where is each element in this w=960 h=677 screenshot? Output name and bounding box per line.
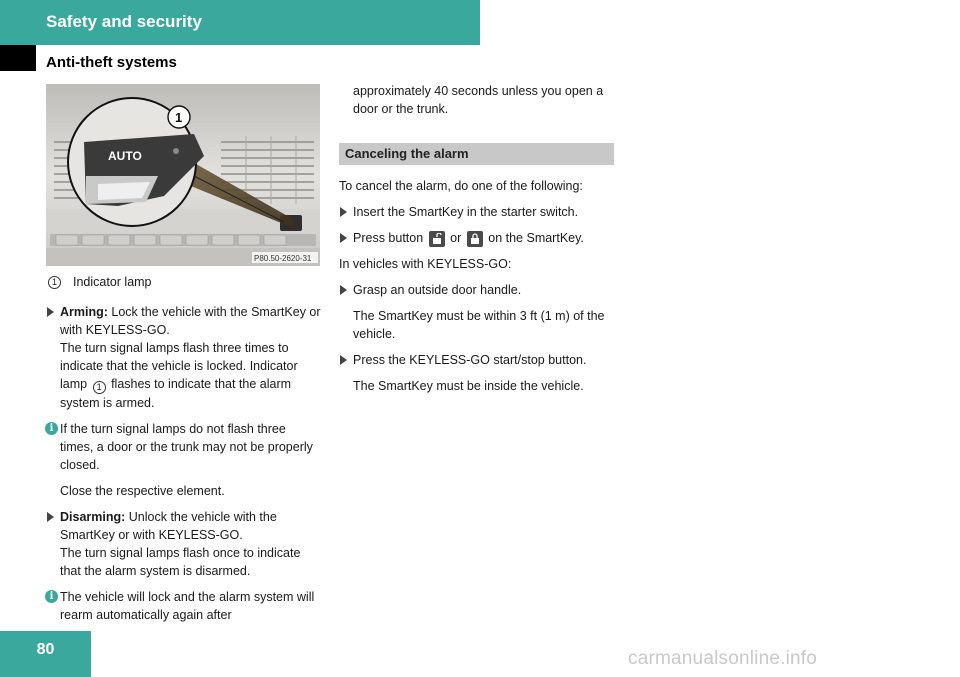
- note2-continuation: approximately 40 seconds unless you open a door or the trunk.: [353, 84, 604, 116]
- info-note-rearm: [46, 588, 322, 624]
- subsection-title: Anti-theft systems: [46, 54, 177, 71]
- step-arrow-icon: [340, 233, 347, 243]
- indicator-ref-number: 1: [93, 381, 106, 394]
- callout-number: 1: [175, 110, 183, 125]
- indicator-lamp: [173, 148, 179, 154]
- note1-action: Close the respective element.: [60, 484, 225, 498]
- step-arrow-icon: [47, 307, 54, 317]
- step3-detail: The SmartKey must be within 3 ft (1 m) of the vehicle.: [353, 309, 605, 341]
- caption-text: Indicator lamp: [73, 275, 152, 289]
- step-arrow-icon: [340, 285, 347, 295]
- figure-caption: [46, 273, 322, 291]
- arming-step: [46, 303, 322, 412]
- disarming-step: [46, 508, 322, 580]
- step-arrow-icon: [47, 512, 54, 522]
- step2-text-b: on the SmartKey.: [488, 231, 584, 245]
- subsection-marker: [0, 45, 36, 71]
- arming-detail-b: flashes to indicate that the alarm system is armed.: [60, 377, 292, 410]
- canceling-alarm-heading: Canceling the alarm: [339, 143, 614, 165]
- cancel-intro: To cancel the alarm, do one of the following:: [339, 179, 583, 193]
- disarming-text: Unlock the vehicle with the SmartKey or with KEYLESS-GO.: [60, 510, 277, 542]
- step4-text: Press the KEYLESS-GO start/stop button.: [353, 353, 587, 367]
- disarming-label: Disarming:: [60, 510, 126, 524]
- keyless-intro: In vehicles with KEYLESS-GO:: [339, 257, 512, 271]
- caption-number: 1: [48, 276, 61, 289]
- step2-or: or: [450, 231, 462, 245]
- note2-text: The vehicle will lock and the alarm system will rearm automatically again after: [60, 590, 315, 622]
- lock-key-icon: [467, 231, 483, 247]
- info-icon: i: [45, 590, 58, 603]
- cancel-step-handle: [339, 281, 614, 299]
- cancel-step-start-stop: [339, 351, 614, 369]
- section-title: Safety and security: [46, 12, 202, 31]
- step4-detail: The SmartKey must be inside the vehicle.: [353, 379, 584, 393]
- cancel-step-press: [339, 229, 614, 247]
- cancel-step-insert: [339, 203, 614, 221]
- auto-button-label: AUTO: [108, 149, 142, 163]
- arming-text: Lock the vehicle with the SmartKey or with KEYLESS-GO.: [60, 305, 321, 337]
- unlock-key-icon: [429, 231, 445, 247]
- step-arrow-icon: [340, 355, 347, 365]
- step3-text: Grasp an outside door handle.: [353, 283, 522, 297]
- figure-code: P80.50-2620-31: [254, 254, 312, 263]
- note1-text: If the turn signal lamps do not flash three times, a door or the trunk may not be properly closed.: [60, 422, 313, 472]
- info-note-flash: [46, 420, 322, 474]
- info-icon: i: [45, 422, 58, 435]
- left-column: [46, 273, 322, 632]
- watermark: carmanualsonline.info: [628, 648, 818, 669]
- arming-detail-a: The turn signal lamps flash three times to indicate that the vehicle is locked. Indicator lamp: [60, 341, 298, 391]
- dashboard-figure: [46, 84, 320, 266]
- disarming-detail: The turn signal lamps flash once to indicate that the alarm system is disarmed.: [60, 546, 301, 578]
- right-column: [339, 82, 614, 403]
- page-number: 80: [36, 641, 55, 658]
- step1-text: Insert the SmartKey in the starter switch.: [353, 205, 579, 219]
- step2-text-a: Press button: [353, 231, 424, 245]
- arming-label: Arming:: [60, 305, 108, 319]
- step-arrow-icon: [340, 207, 347, 217]
